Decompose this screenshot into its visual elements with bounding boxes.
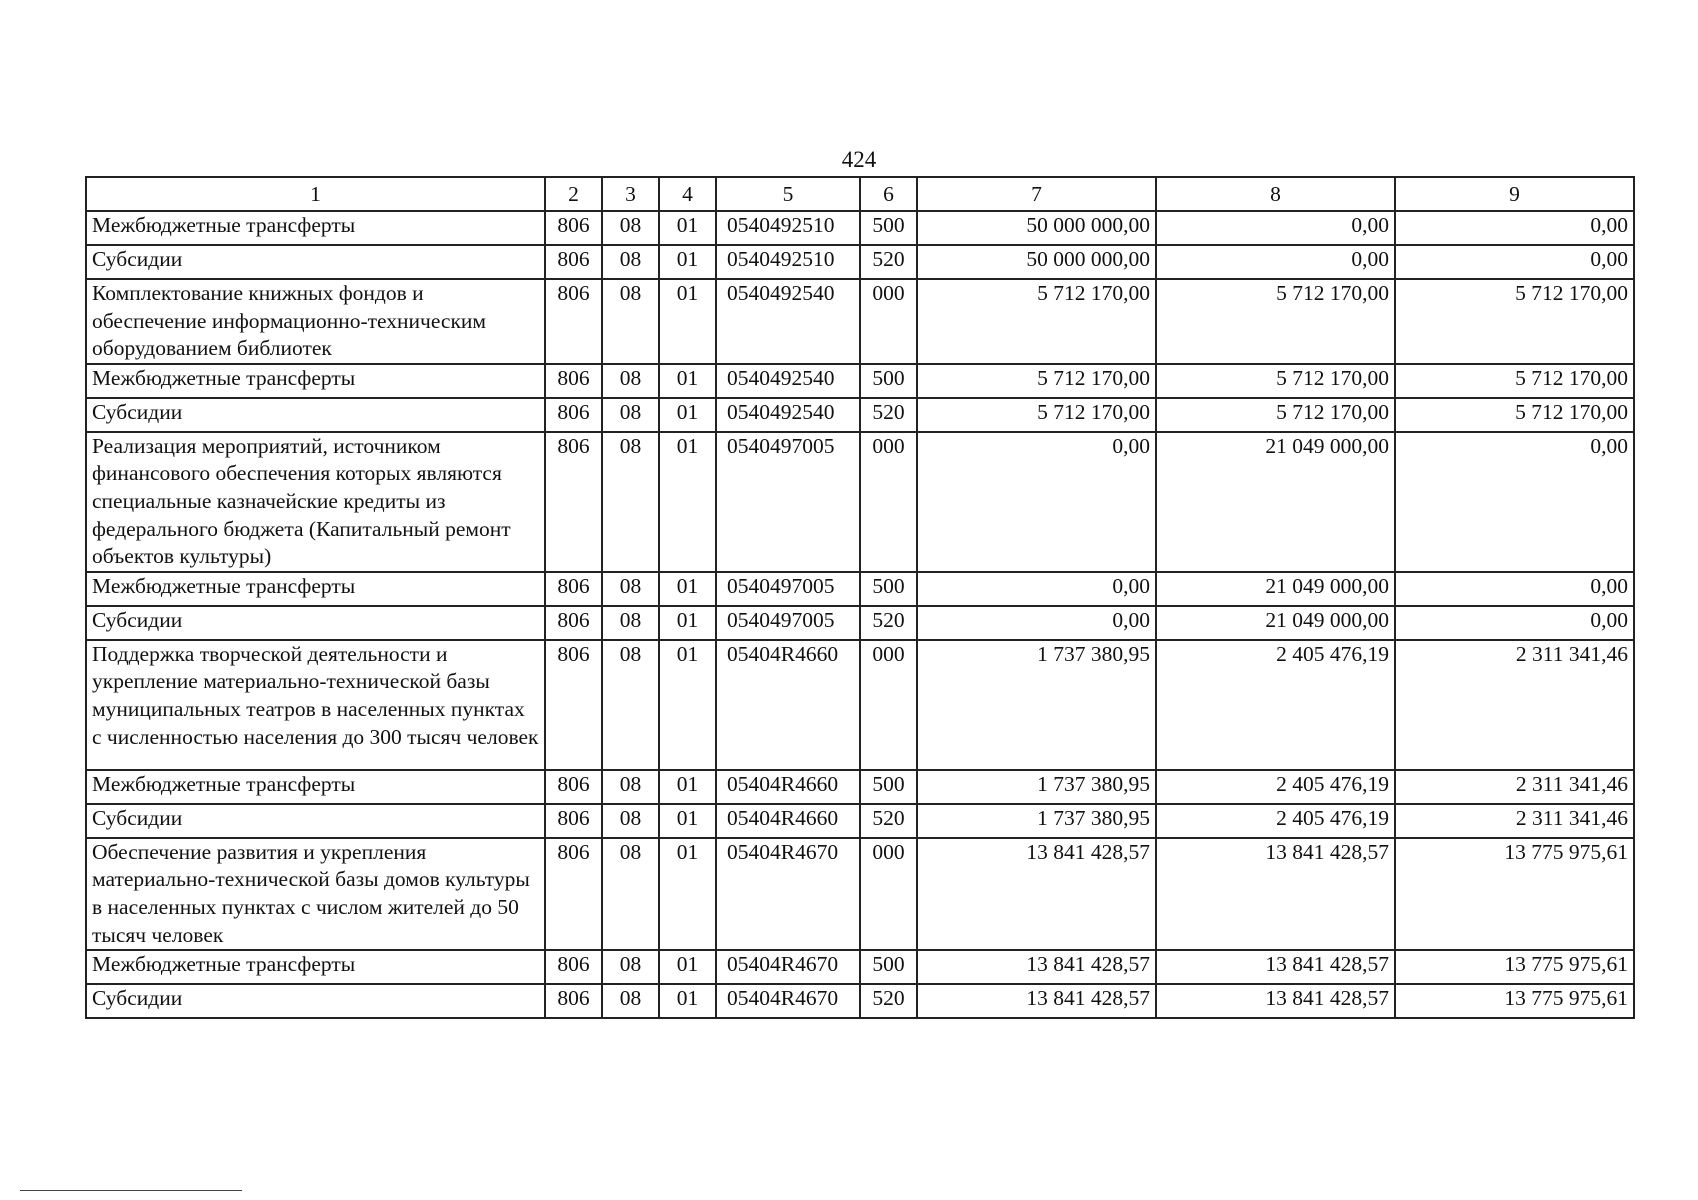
amount-col-7: 5 712 170,00 bbox=[917, 398, 1156, 432]
amount-col-8: 0,00 bbox=[1156, 245, 1395, 279]
code-expense-type: 000 bbox=[860, 838, 917, 950]
code-subsection: 01 bbox=[659, 211, 716, 245]
code-ministry: 806 bbox=[545, 770, 602, 804]
row-description: Межбюджетные трансферты bbox=[86, 770, 545, 804]
header-cell: 3 bbox=[602, 177, 659, 211]
row-description: Обеспечение развития и укрепления материально-технической базы домов культуры в населенных пунктах с числом жителей до 50 тысяч человек bbox=[86, 838, 545, 950]
table-row bbox=[86, 770, 1634, 804]
code-expense-type: 500 bbox=[860, 950, 917, 984]
row-description: Субсидии bbox=[86, 984, 545, 1018]
code-section: 08 bbox=[602, 950, 659, 984]
row-description: Субсидии bbox=[86, 606, 545, 640]
code-subsection: 01 bbox=[659, 804, 716, 838]
code-target-article: 0540497005 bbox=[716, 606, 860, 640]
code-subsection: 01 bbox=[659, 984, 716, 1018]
code-ministry: 806 bbox=[545, 572, 602, 606]
code-section: 08 bbox=[602, 606, 659, 640]
code-section: 08 bbox=[602, 838, 659, 950]
table-body bbox=[86, 211, 1634, 1018]
amount-col-7: 13 841 428,57 bbox=[917, 950, 1156, 984]
amount-col-8: 2 405 476,19 bbox=[1156, 804, 1395, 838]
amount-col-8: 13 841 428,57 bbox=[1156, 984, 1395, 1018]
amount-col-8: 2 405 476,19 bbox=[1156, 770, 1395, 804]
amount-col-8: 21 049 000,00 bbox=[1156, 572, 1395, 606]
code-expense-type: 520 bbox=[860, 398, 917, 432]
amount-col-8: 5 712 170,00 bbox=[1156, 398, 1395, 432]
amount-col-8: 21 049 000,00 bbox=[1156, 606, 1395, 640]
amount-col-7: 13 841 428,57 bbox=[917, 838, 1156, 950]
amount-col-9: 2 311 341,46 bbox=[1395, 770, 1634, 804]
code-ministry: 806 bbox=[545, 211, 602, 245]
table-row bbox=[86, 640, 1634, 770]
page-number: 424 bbox=[841, 147, 877, 172]
amount-col-8: 13 841 428,57 bbox=[1156, 950, 1395, 984]
row-description: Поддержка творческой деятельности и укрепление материально-технической базы муниципальных театров в населенных пунктах с численностью населения до 300 тысяч человек bbox=[86, 640, 545, 770]
code-subsection: 01 bbox=[659, 398, 716, 432]
amount-col-8: 13 841 428,57 bbox=[1156, 838, 1395, 950]
code-target-article: 05404R4660 bbox=[716, 770, 860, 804]
code-section: 08 bbox=[602, 804, 659, 838]
code-ministry: 806 bbox=[545, 838, 602, 950]
code-section: 08 bbox=[602, 770, 659, 804]
code-ministry: 806 bbox=[545, 950, 602, 984]
row-description: Субсидии bbox=[86, 245, 545, 279]
row-description: Межбюджетные трансферты bbox=[86, 211, 545, 245]
amount-col-7: 1 737 380,95 bbox=[917, 770, 1156, 804]
code-target-article: 05404R4660 bbox=[716, 804, 860, 838]
code-target-article: 05404R4670 bbox=[716, 950, 860, 984]
amount-col-9: 0,00 bbox=[1395, 245, 1634, 279]
amount-col-7: 13 841 428,57 bbox=[917, 984, 1156, 1018]
header-cell: 8 bbox=[1156, 177, 1395, 211]
code-expense-type: 000 bbox=[860, 432, 917, 572]
code-target-article: 0540492510 bbox=[716, 245, 860, 279]
table-row bbox=[86, 606, 1634, 640]
code-section: 08 bbox=[602, 364, 659, 398]
code-subsection: 01 bbox=[659, 364, 716, 398]
amount-col-7: 50 000 000,00 bbox=[917, 211, 1156, 245]
footnote-divider bbox=[20, 1190, 242, 1191]
code-section: 08 bbox=[602, 432, 659, 572]
row-description: Межбюджетные трансферты bbox=[86, 572, 545, 606]
table-row bbox=[86, 572, 1634, 606]
table-row bbox=[86, 838, 1634, 950]
code-subsection: 01 bbox=[659, 245, 716, 279]
code-expense-type: 500 bbox=[860, 211, 917, 245]
table-row bbox=[86, 432, 1634, 572]
code-section: 08 bbox=[602, 245, 659, 279]
code-section: 08 bbox=[602, 279, 659, 364]
code-section: 08 bbox=[602, 984, 659, 1018]
code-expense-type: 500 bbox=[860, 572, 917, 606]
code-target-article: 05404R4670 bbox=[716, 984, 860, 1018]
code-section: 08 bbox=[602, 398, 659, 432]
code-subsection: 01 bbox=[659, 950, 716, 984]
amount-col-7: 50 000 000,00 bbox=[917, 245, 1156, 279]
row-description: Межбюджетные трансферты bbox=[86, 364, 545, 398]
header-cell: 2 bbox=[545, 177, 602, 211]
header-cell: 1 bbox=[86, 177, 545, 211]
amount-col-9: 0,00 bbox=[1395, 432, 1634, 572]
code-ministry: 806 bbox=[545, 432, 602, 572]
amount-col-7: 5 712 170,00 bbox=[917, 279, 1156, 364]
amount-col-9: 5 712 170,00 bbox=[1395, 398, 1634, 432]
code-ministry: 806 bbox=[545, 804, 602, 838]
code-subsection: 01 bbox=[659, 770, 716, 804]
code-section: 08 bbox=[602, 640, 659, 770]
amount-col-8: 5 712 170,00 bbox=[1156, 279, 1395, 364]
amount-col-9: 13 775 975,61 bbox=[1395, 984, 1634, 1018]
table-row bbox=[86, 245, 1634, 279]
code-target-article: 0540492540 bbox=[716, 398, 860, 432]
amount-col-8: 5 712 170,00 bbox=[1156, 364, 1395, 398]
amount-col-9: 13 775 975,61 bbox=[1395, 950, 1634, 984]
amount-col-7: 5 712 170,00 bbox=[917, 364, 1156, 398]
amount-col-9: 5 712 170,00 bbox=[1395, 364, 1634, 398]
row-description: Субсидии bbox=[86, 398, 545, 432]
code-ministry: 806 bbox=[545, 984, 602, 1018]
code-expense-type: 520 bbox=[860, 245, 917, 279]
table-header-row bbox=[86, 177, 1634, 211]
code-expense-type: 000 bbox=[860, 640, 917, 770]
amount-col-9: 13 775 975,61 bbox=[1395, 838, 1634, 950]
row-description: Межбюджетные трансферты bbox=[86, 950, 545, 984]
table-row bbox=[86, 804, 1634, 838]
table-row bbox=[86, 398, 1634, 432]
header-cell: 7 bbox=[917, 177, 1156, 211]
code-target-article: 05404R4670 bbox=[716, 838, 860, 950]
code-section: 08 bbox=[602, 572, 659, 606]
code-target-article: 0540492510 bbox=[716, 211, 860, 245]
code-ministry: 806 bbox=[545, 279, 602, 364]
header-cell: 5 bbox=[716, 177, 860, 211]
amount-col-8: 21 049 000,00 bbox=[1156, 432, 1395, 572]
code-subsection: 01 bbox=[659, 572, 716, 606]
code-section: 08 bbox=[602, 211, 659, 245]
code-target-article: 05404R4660 bbox=[716, 640, 860, 770]
amount-col-8: 0,00 bbox=[1156, 211, 1395, 245]
code-target-article: 0540497005 bbox=[716, 432, 860, 572]
budget-table bbox=[85, 176, 1635, 1019]
code-subsection: 01 bbox=[659, 279, 716, 364]
amount-col-7: 0,00 bbox=[917, 572, 1156, 606]
amount-col-7: 1 737 380,95 bbox=[917, 804, 1156, 838]
amount-col-9: 2 311 341,46 bbox=[1395, 640, 1634, 770]
code-expense-type: 000 bbox=[860, 279, 917, 364]
code-target-article: 0540497005 bbox=[716, 572, 860, 606]
table-row bbox=[86, 279, 1634, 364]
amount-col-8: 2 405 476,19 bbox=[1156, 640, 1395, 770]
table-row bbox=[86, 984, 1634, 1018]
row-description: Комплектование книжных фондов и обеспечение информационно-техническим оборудованием библиотек bbox=[86, 279, 545, 364]
code-subsection: 01 bbox=[659, 640, 716, 770]
header-cell: 4 bbox=[659, 177, 716, 211]
amount-col-7: 1 737 380,95 bbox=[917, 640, 1156, 770]
code-expense-type: 520 bbox=[860, 606, 917, 640]
table-row bbox=[86, 950, 1634, 984]
code-ministry: 806 bbox=[545, 245, 602, 279]
amount-col-9: 0,00 bbox=[1395, 606, 1634, 640]
code-expense-type: 500 bbox=[860, 770, 917, 804]
header-cell: 6 bbox=[860, 177, 917, 211]
header-cell: 9 bbox=[1395, 177, 1634, 211]
code-expense-type: 520 bbox=[860, 984, 917, 1018]
row-description: Субсидии bbox=[86, 804, 545, 838]
code-subsection: 01 bbox=[659, 606, 716, 640]
amount-col-9: 5 712 170,00 bbox=[1395, 279, 1634, 364]
amount-col-9: 0,00 bbox=[1395, 211, 1634, 245]
code-ministry: 806 bbox=[545, 364, 602, 398]
table-row bbox=[86, 211, 1634, 245]
amount-col-7: 0,00 bbox=[917, 606, 1156, 640]
code-subsection: 01 bbox=[659, 432, 716, 572]
code-ministry: 806 bbox=[545, 640, 602, 770]
table-row bbox=[86, 364, 1634, 398]
row-description: Реализация мероприятий, источником финансового обеспечения которых являются специальные казначейские кредиты из федерального бюджета (Капитальный ремонт объектов культуры) bbox=[86, 432, 545, 572]
code-ministry: 806 bbox=[545, 398, 602, 432]
amount-col-9: 2 311 341,46 bbox=[1395, 804, 1634, 838]
code-expense-type: 500 bbox=[860, 364, 917, 398]
code-target-article: 0540492540 bbox=[716, 279, 860, 364]
code-target-article: 0540492540 bbox=[716, 364, 860, 398]
amount-col-9: 0,00 bbox=[1395, 572, 1634, 606]
code-expense-type: 520 bbox=[860, 804, 917, 838]
code-subsection: 01 bbox=[659, 838, 716, 950]
code-ministry: 806 bbox=[545, 606, 602, 640]
amount-col-7: 0,00 bbox=[917, 432, 1156, 572]
